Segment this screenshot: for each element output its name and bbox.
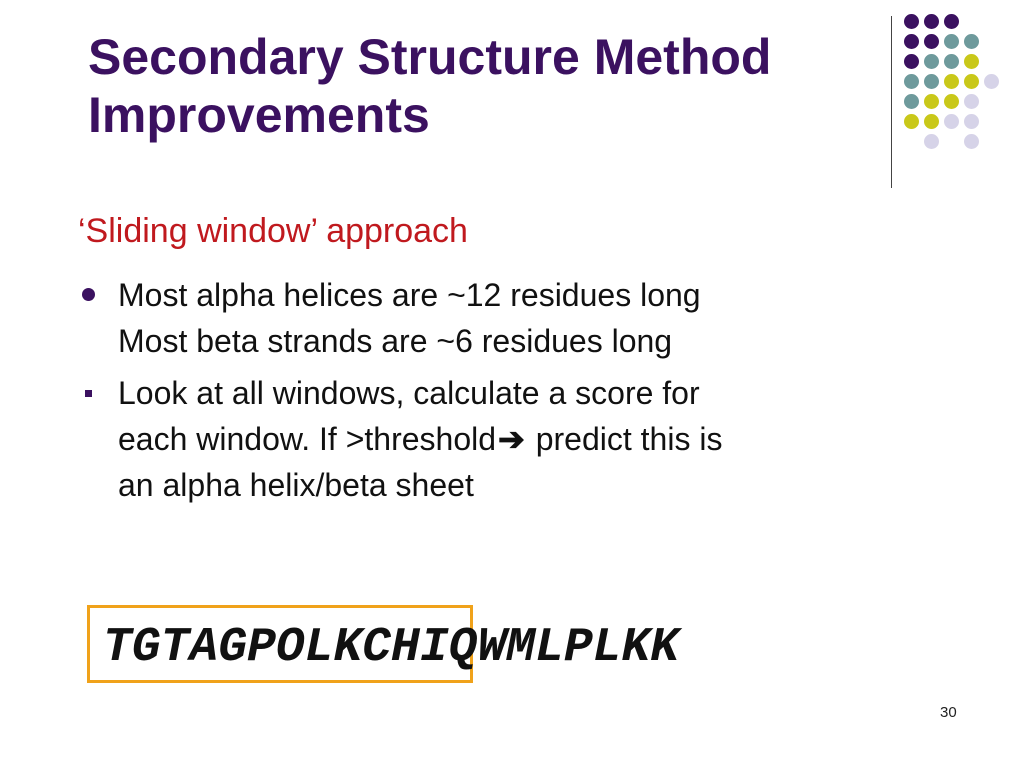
bullet-line: [118, 416, 920, 462]
decorative-dot: [904, 54, 919, 69]
bullet-text: predict this is: [526, 421, 723, 457]
decorative-dot: [924, 34, 939, 49]
decorative-dot: [904, 114, 919, 129]
bullet-line: Most beta strands are ~6 residues long: [118, 323, 673, 359]
decorative-dot-grid: [0, 0, 1024, 200]
decorative-dot: [944, 54, 959, 69]
bullet-item-window-scoring: [80, 370, 920, 508]
decorative-dot: [944, 74, 959, 89]
decorative-dot: [984, 74, 999, 89]
decorative-dot: [924, 114, 939, 129]
title-line-1: Secondary Structure Method: [88, 29, 772, 85]
decorative-dot: [944, 34, 959, 49]
decorative-dot: [944, 14, 959, 29]
page-number: 30: [940, 704, 957, 721]
decorative-dot: [964, 94, 979, 109]
decorative-dot: [964, 54, 979, 69]
decorative-dot: [964, 114, 979, 129]
square-bullet-icon: [85, 390, 92, 397]
bullet-line: Most alpha helices are ~12 residues long: [118, 277, 701, 313]
decorative-dot: [924, 14, 939, 29]
decorative-dot: [904, 94, 919, 109]
decorative-dot: [944, 94, 959, 109]
bullet-list: [80, 272, 920, 514]
decorative-dot: [944, 114, 959, 129]
decorative-dot: [924, 134, 939, 149]
bullet-line: Look at all windows, calculate a score for: [118, 375, 700, 411]
decorative-dot: [924, 54, 939, 69]
decorative-dot: [924, 74, 939, 89]
decorative-dot: [904, 74, 919, 89]
decorative-dot: [924, 94, 939, 109]
decorative-dot: [964, 74, 979, 89]
decorative-dot: [904, 34, 919, 49]
circle-bullet-icon: [82, 288, 95, 301]
decorative-dot: [904, 14, 919, 29]
protein-sequence: TGTAGPOLKCHIQWMLPLKK: [103, 621, 680, 675]
sliding-window-subheading: ‘Sliding window’ approach: [78, 212, 468, 250]
bullet-line: an alpha helix/beta sheet: [118, 467, 474, 503]
right-arrow-icon: ➔: [498, 421, 525, 457]
decorative-dot: [964, 34, 979, 49]
decorative-dot: [964, 134, 979, 149]
bullet-item-helix-strand-lengths: [80, 272, 920, 364]
title-divider-line: [891, 16, 892, 188]
title-line-2: Improvements: [88, 87, 430, 143]
bullet-text: each window. If >threshold: [118, 421, 497, 457]
